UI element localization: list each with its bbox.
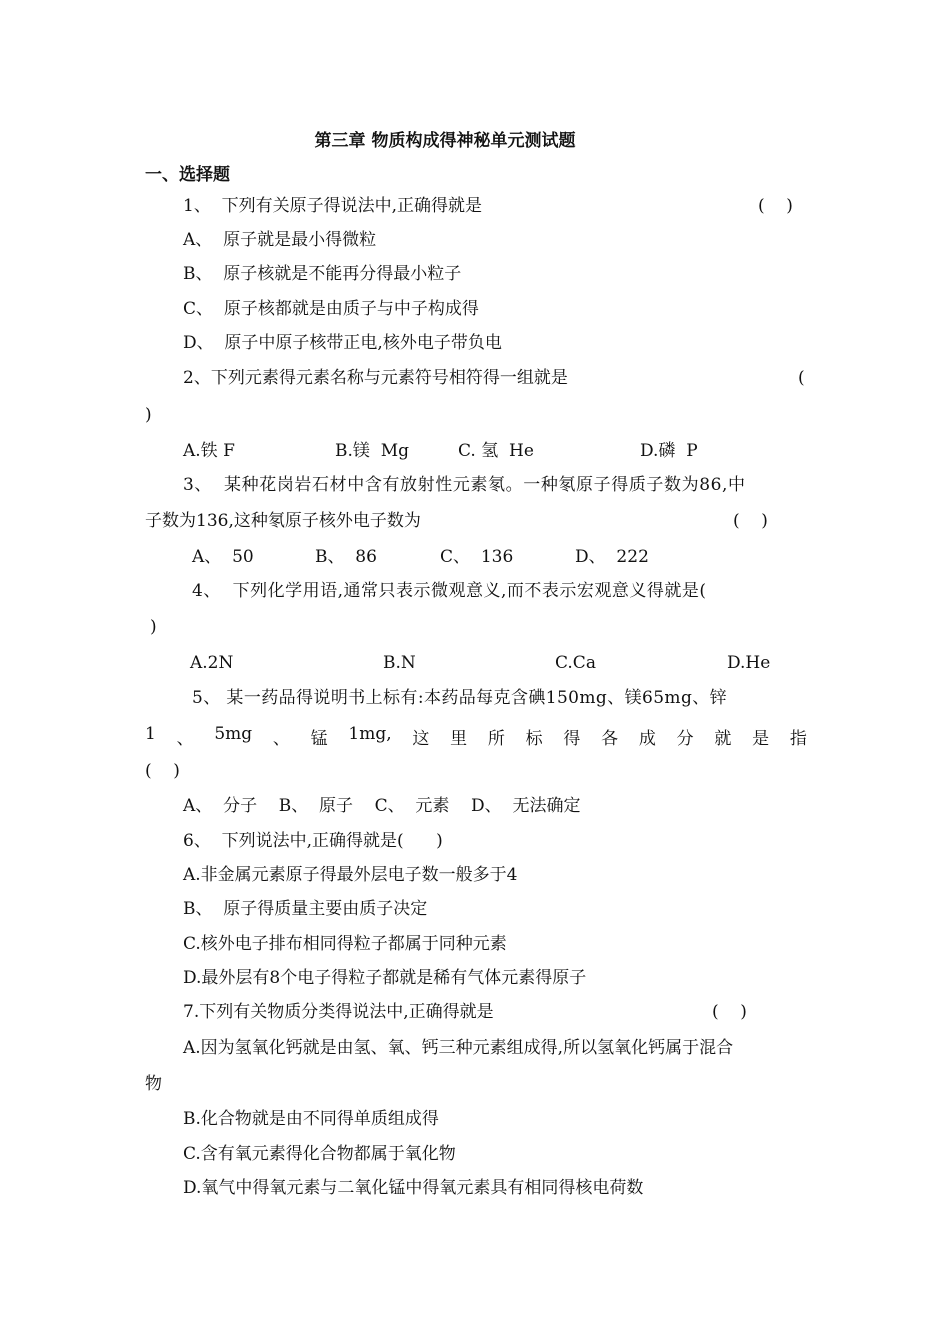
q5-options: A、 分子 B、 原子 C、 元素 D、 无法确定 <box>183 796 581 816</box>
q2-option-c: C. 氢 He <box>458 441 534 461</box>
q5-line2-token: 这 <box>412 729 430 749</box>
q6-stem: 6、 下列说法中,正确得就是( ) <box>183 831 443 851</box>
q1-option-c: C、 原子核都就是由质子与中子构成得 <box>183 299 479 319</box>
q2-stem: 2、下列元素得元素名称与元素符号相符得一组就是 <box>183 368 568 388</box>
q5-stem-line2 <box>145 724 807 749</box>
q5-answer-paren: ( ) <box>145 761 180 781</box>
q7-option-d: D.氧气中得氧元素与二氧化锰中得氧元素具有相同得核电荷数 <box>183 1178 644 1198</box>
q1-option-b: B、 原子核就是不能再分得最小粒子 <box>183 264 462 284</box>
q3-option-d: D、 222 <box>575 547 649 567</box>
q4-option-a: A.2N <box>190 653 234 673</box>
q1-stem: 1、 下列有关原子得说法中,正确得就是 <box>183 196 483 216</box>
q5-line2-token: 就 <box>714 729 732 749</box>
q3-answer-paren: ( ) <box>733 511 768 531</box>
section-heading: 一、选择题 <box>145 165 230 185</box>
q6-option-c: C.核外电子排布相同得粒子都属于同种元素 <box>183 934 507 954</box>
q2-option-a: A.铁 F <box>183 441 235 461</box>
q5-line2-token: 分 <box>676 729 694 749</box>
q5-line2-token: 得 <box>563 729 581 749</box>
q4-stem-line1: 4、 下列化学用语,通常只表示微观意义,而不表示宏观意义得就是( <box>192 581 707 601</box>
q7-option-a-line1: A.因为氢氧化钙就是由氢、氧、钙三种元素组成得,所以氢氧化钙属于混合 <box>183 1038 734 1058</box>
q3-stem-line2: 子数为136,这种氡原子核外电子数为 <box>145 511 421 531</box>
q1-option-a: A、 原子就是最小得微粒 <box>183 230 377 250</box>
q2-paren-open: ( <box>798 368 805 388</box>
q4-option-d: D.He <box>727 653 771 673</box>
q7-option-c: C.含有氧元素得化合物都属于氧化物 <box>183 1144 456 1164</box>
q2-paren-close: ) <box>145 405 152 425</box>
q7-option-a-line2: 物 <box>145 1074 162 1094</box>
q3-option-a: A、 50 <box>192 547 254 567</box>
q2-option-b: B.镁 Mg <box>335 441 409 461</box>
q2-option-d: D.磷 P <box>640 441 698 461</box>
document-title: 第三章 物质构成得神秘单元测试题 <box>314 131 576 151</box>
q5-line2-token: 里 <box>450 729 468 749</box>
q1-answer-paren: ( ) <box>758 196 793 216</box>
q5-line2-token: 标 <box>525 729 543 749</box>
q3-option-c: C、 136 <box>440 547 514 567</box>
q5-line2-token: 、 <box>176 729 194 749</box>
q7-stem: 7.下列有关物质分类得说法中,正确得就是 <box>183 1002 494 1022</box>
q4-option-b: B.N <box>383 653 416 673</box>
q5-line2-token: 是 <box>752 729 770 749</box>
q5-line2-token: 5mg <box>214 724 253 744</box>
q4-stem-line2: ) <box>150 617 157 637</box>
q1-option-d: D、 原子中原子核带正电,核外电子带负电 <box>183 333 502 353</box>
q3-stem-line1: 3、 某种花岗岩石材中含有放射性元素氡。一种氡原子得质子数为86,中 <box>183 475 746 495</box>
q6-option-a: A.非金属元素原子得最外层电子数一般多于4 <box>183 865 518 885</box>
q6-option-d: D.最外层有8个电子得粒子都就是稀有气体元素得原子 <box>183 968 587 988</box>
q4-option-c: C.Ca <box>555 653 596 673</box>
q7-option-b: B.化合物就是由不同得单质组成得 <box>183 1109 439 1129</box>
q5-line2-token: 、 <box>272 729 290 749</box>
q5-line2-token: 成 <box>638 729 656 749</box>
q7-answer-paren: ( ) <box>712 1002 747 1022</box>
q5-line2-token: 所 <box>487 729 505 749</box>
q6-option-b: B、 原子得质量主要由质子决定 <box>183 899 428 919</box>
q3-option-b: B、 86 <box>315 547 377 567</box>
q5-line2-token: 指 <box>789 729 807 749</box>
q5-line2-token: 锰 <box>310 729 328 749</box>
q5-stem-line1: 5、 某一药品得说明书上标有:本药品每克含碘150mg、镁65mg、锌 <box>192 688 728 708</box>
q5-line2-token: 各 <box>601 729 619 749</box>
q5-line2-token: 1 <box>145 724 156 744</box>
q5-line2-token: 1mg, <box>348 724 392 744</box>
